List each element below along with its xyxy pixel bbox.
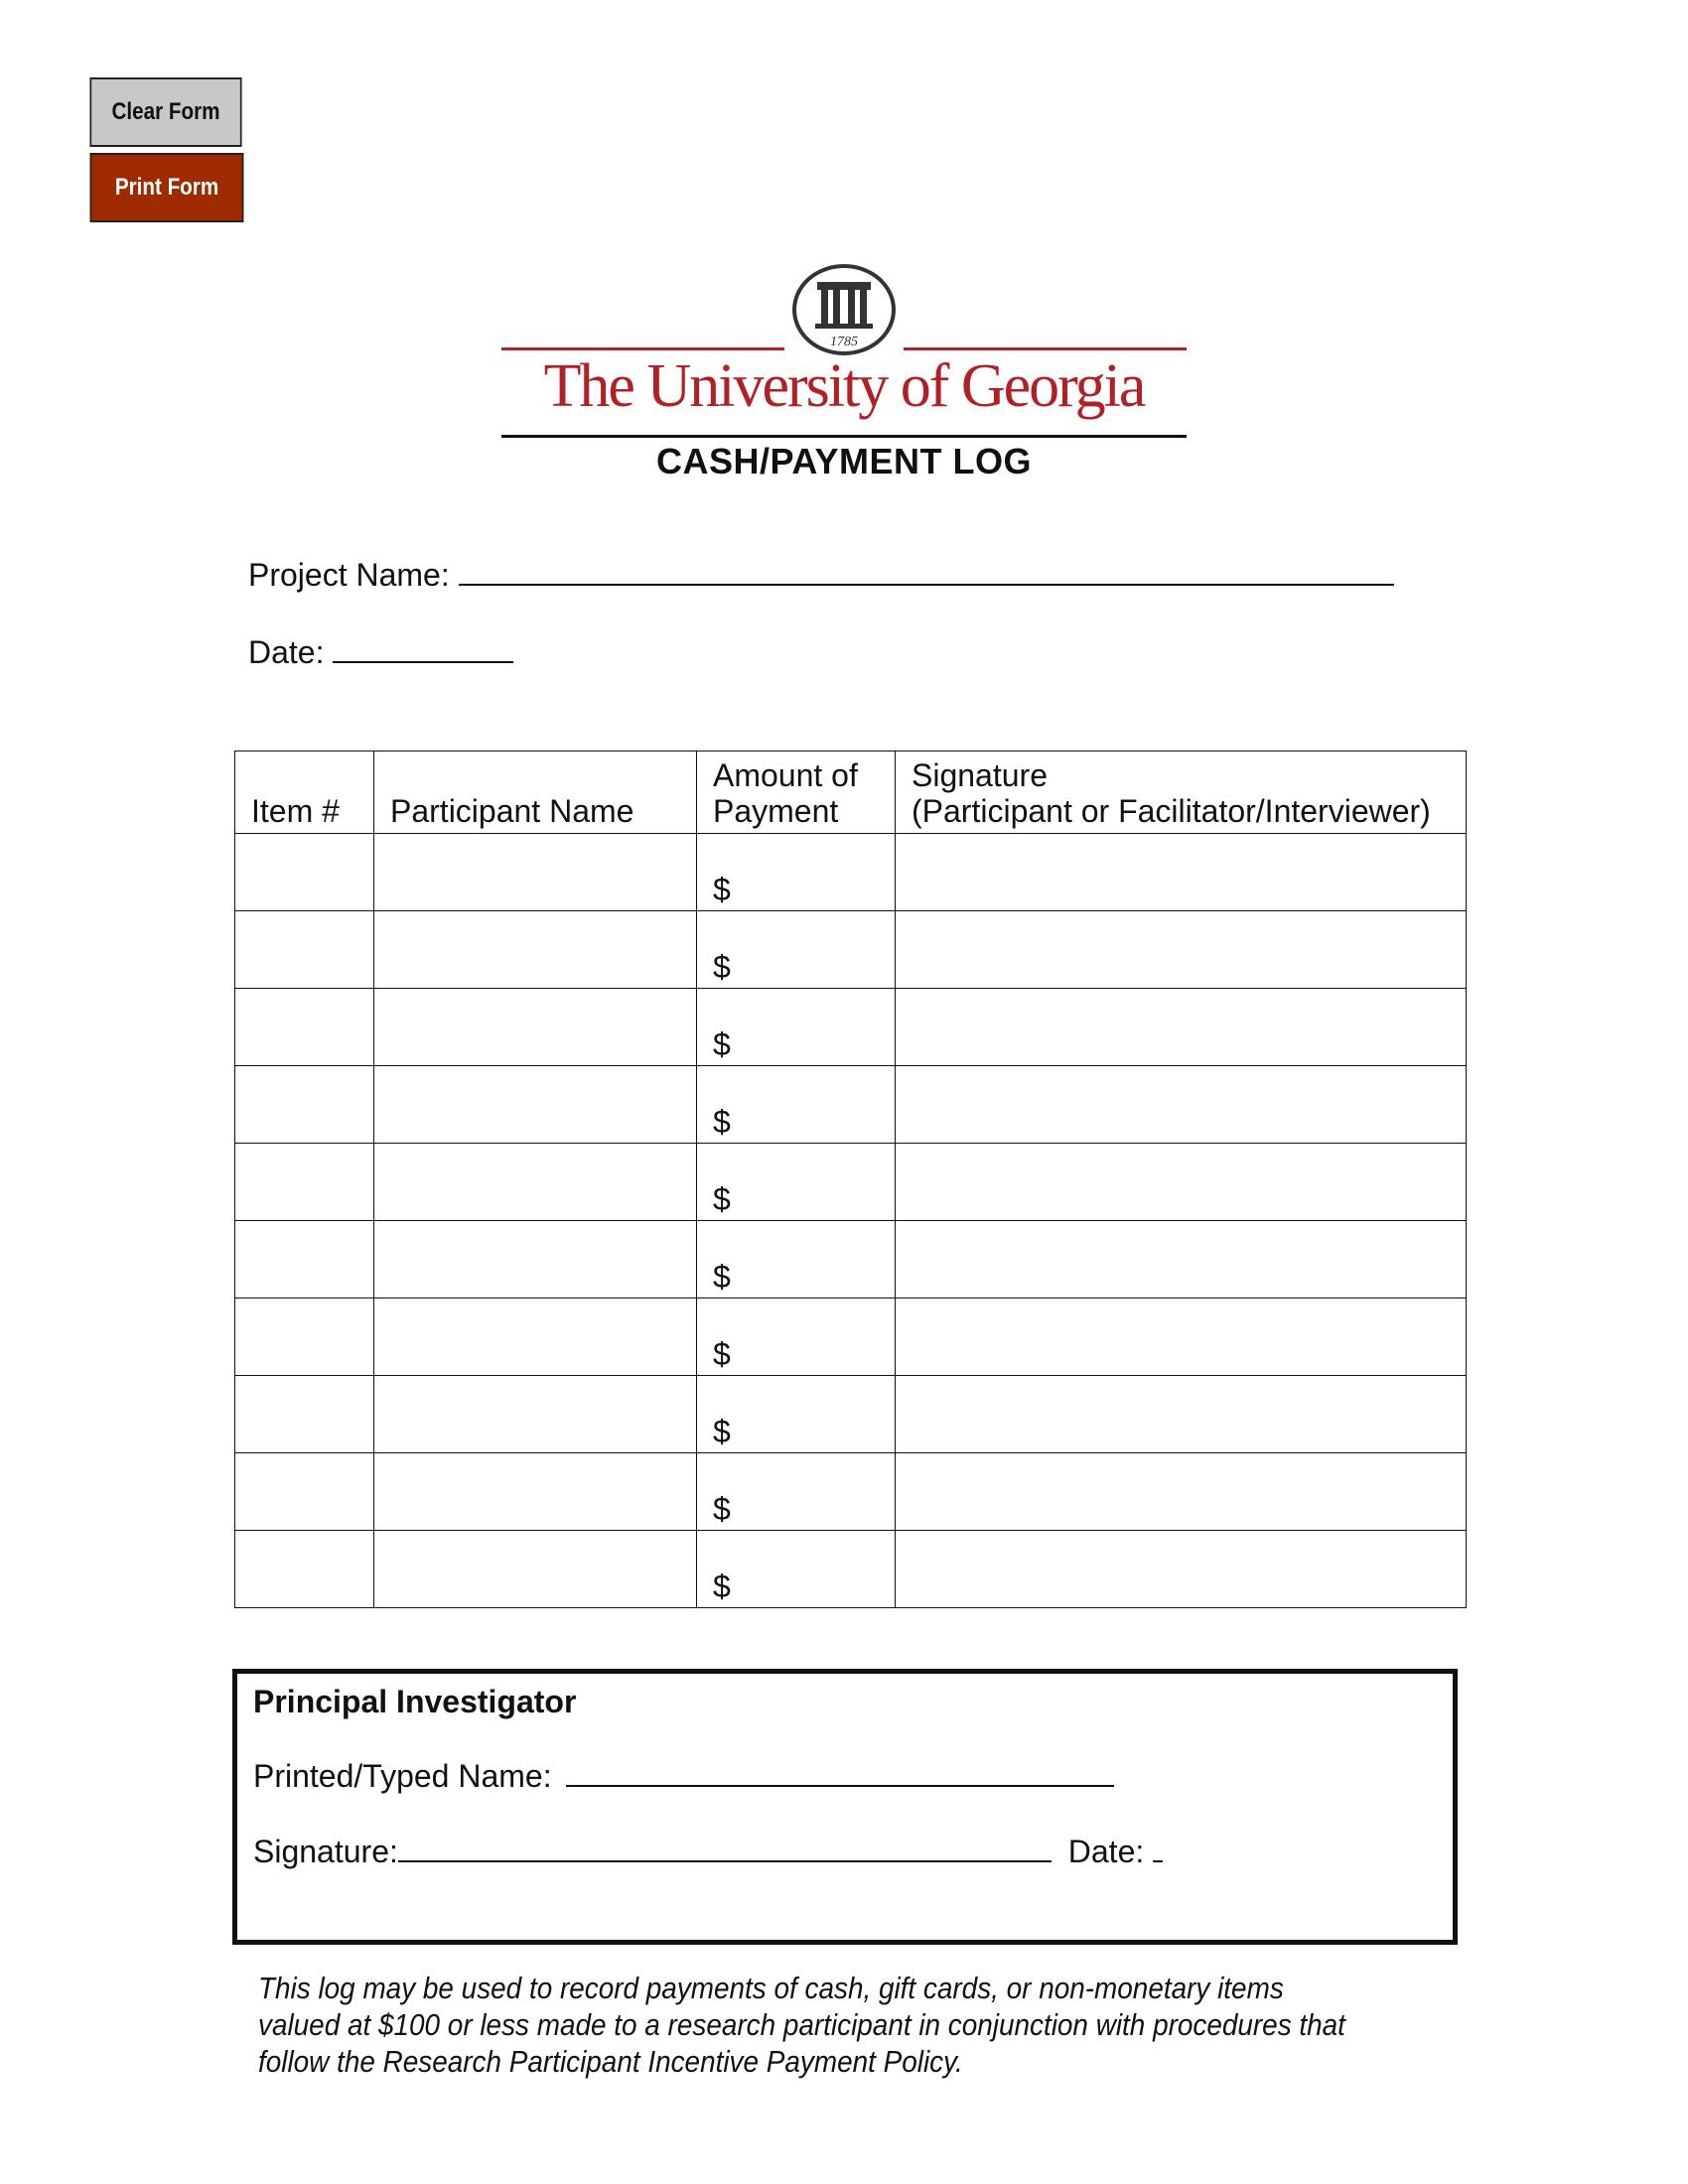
amount-cell[interactable]: [697, 1453, 896, 1531]
item-cell[interactable]: [235, 1221, 374, 1298]
signature-cell[interactable]: [896, 911, 1467, 989]
header-signature: Signature (Participant or Facilitator/Interviewer): [896, 751, 1467, 834]
amount-cell[interactable]: [697, 1376, 896, 1453]
date-label: Date:: [248, 634, 325, 670]
signature-cell[interactable]: [896, 1531, 1467, 1608]
currency-symbol: $: [713, 1259, 731, 1295]
amount-cell[interactable]: [697, 1066, 896, 1144]
table-row: [235, 1144, 1467, 1221]
item-cell[interactable]: [235, 834, 374, 911]
project-name-label: Project Name:: [248, 557, 450, 593]
item-cell[interactable]: [235, 989, 374, 1066]
participant-cell[interactable]: [374, 989, 697, 1066]
table-row: [235, 1221, 1467, 1298]
table-row: [235, 1531, 1467, 1608]
currency-symbol: $: [713, 1491, 731, 1527]
currency-symbol: $: [713, 1181, 731, 1217]
table-row: [235, 1066, 1467, 1144]
table-row: [235, 911, 1467, 989]
pi-signature-label: Signature:: [253, 1834, 398, 1869]
currency-symbol: $: [713, 1336, 731, 1372]
project-name-row: [248, 556, 1394, 594]
logo-rule-right: [904, 347, 1187, 350]
signature-cell[interactable]: [896, 989, 1467, 1066]
date-field[interactable]: [333, 633, 513, 663]
project-name-field[interactable]: [459, 556, 1394, 586]
header-amount: Amount of Payment: [697, 751, 896, 834]
date-row: [248, 633, 513, 671]
header-participant: Participant Name: [374, 751, 697, 834]
amount-cell[interactable]: [697, 1531, 896, 1608]
header-item: Item #: [235, 751, 374, 834]
table-row: [235, 1453, 1467, 1531]
pi-name-row: [253, 1757, 1114, 1795]
pi-name-label: Printed/Typed Name:: [253, 1758, 552, 1794]
pi-title: Principal Investigator: [253, 1684, 577, 1719]
table-row: [235, 1298, 1467, 1376]
item-cell[interactable]: [235, 1298, 374, 1376]
item-cell[interactable]: [235, 1531, 374, 1608]
clear-form-button[interactable]: Clear Form: [89, 77, 241, 147]
university-logo: [501, 260, 1187, 439]
participant-cell[interactable]: [374, 1298, 697, 1376]
amount-cell[interactable]: [697, 989, 896, 1066]
amount-cell[interactable]: [697, 1221, 896, 1298]
signature-cell[interactable]: [896, 1221, 1467, 1298]
pi-date-label: Date:: [1067, 1834, 1145, 1869]
item-cell[interactable]: [235, 1453, 374, 1531]
signature-cell[interactable]: [896, 1298, 1467, 1376]
amount-cell[interactable]: [697, 1144, 896, 1221]
participant-cell[interactable]: [374, 1221, 697, 1298]
pi-signature-field[interactable]: [398, 1833, 1052, 1862]
pi-signature-row: [253, 1833, 1163, 1870]
item-cell[interactable]: [235, 1144, 374, 1221]
signature-cell[interactable]: [896, 1066, 1467, 1144]
policy-note: This log may be used to record payments of cash, gift cards, or non-monetary items valued at $100 or less made to a research participant in conjunction with procedures that follow the Research Participant Incentive Payment Policy.: [258, 1971, 1345, 2079]
currency-symbol: $: [713, 1569, 731, 1604]
arch-seal-icon: [789, 262, 899, 361]
currency-symbol: $: [713, 1414, 731, 1449]
print-form-button[interactable]: Print Form: [90, 153, 244, 222]
currency-symbol: $: [713, 872, 731, 907]
currency-symbol: $: [713, 949, 731, 985]
table-row: [235, 989, 1467, 1066]
signature-cell[interactable]: [896, 1144, 1467, 1221]
payment-log-table: [234, 751, 1467, 1608]
participant-cell[interactable]: [374, 1531, 697, 1608]
pi-name-field[interactable]: [566, 1757, 1114, 1787]
participant-cell[interactable]: [374, 1453, 697, 1531]
currency-symbol: $: [713, 1026, 731, 1062]
participant-cell[interactable]: [374, 834, 697, 911]
currency-symbol: $: [713, 1104, 731, 1140]
pi-date-field[interactable]: [1153, 1833, 1163, 1862]
page-title: CASH/PAYMENT LOG: [655, 441, 1033, 481]
signature-cell[interactable]: [896, 1453, 1467, 1531]
logo-rule-left: [501, 347, 784, 350]
item-cell[interactable]: [235, 911, 374, 989]
logo-year: 1785: [830, 335, 858, 349]
logo-rule-bottom: [501, 435, 1187, 438]
table-row: [235, 1376, 1467, 1453]
table-row: [235, 834, 1467, 911]
amount-cell[interactable]: [697, 911, 896, 989]
logo-wordmark: The University of Georgia: [543, 352, 1145, 420]
signature-cell[interactable]: [896, 834, 1467, 911]
item-cell[interactable]: [235, 1066, 374, 1144]
amount-cell[interactable]: [697, 1298, 896, 1376]
participant-cell[interactable]: [374, 1066, 697, 1144]
participant-cell[interactable]: [374, 911, 697, 989]
participant-cell[interactable]: [374, 1376, 697, 1453]
signature-cell[interactable]: [896, 1376, 1467, 1453]
participant-cell[interactable]: [374, 1144, 697, 1221]
table-header-row: [235, 751, 1467, 834]
principal-investigator-box: [232, 1669, 1458, 1945]
amount-cell[interactable]: [697, 834, 896, 911]
item-cell[interactable]: [235, 1376, 374, 1453]
